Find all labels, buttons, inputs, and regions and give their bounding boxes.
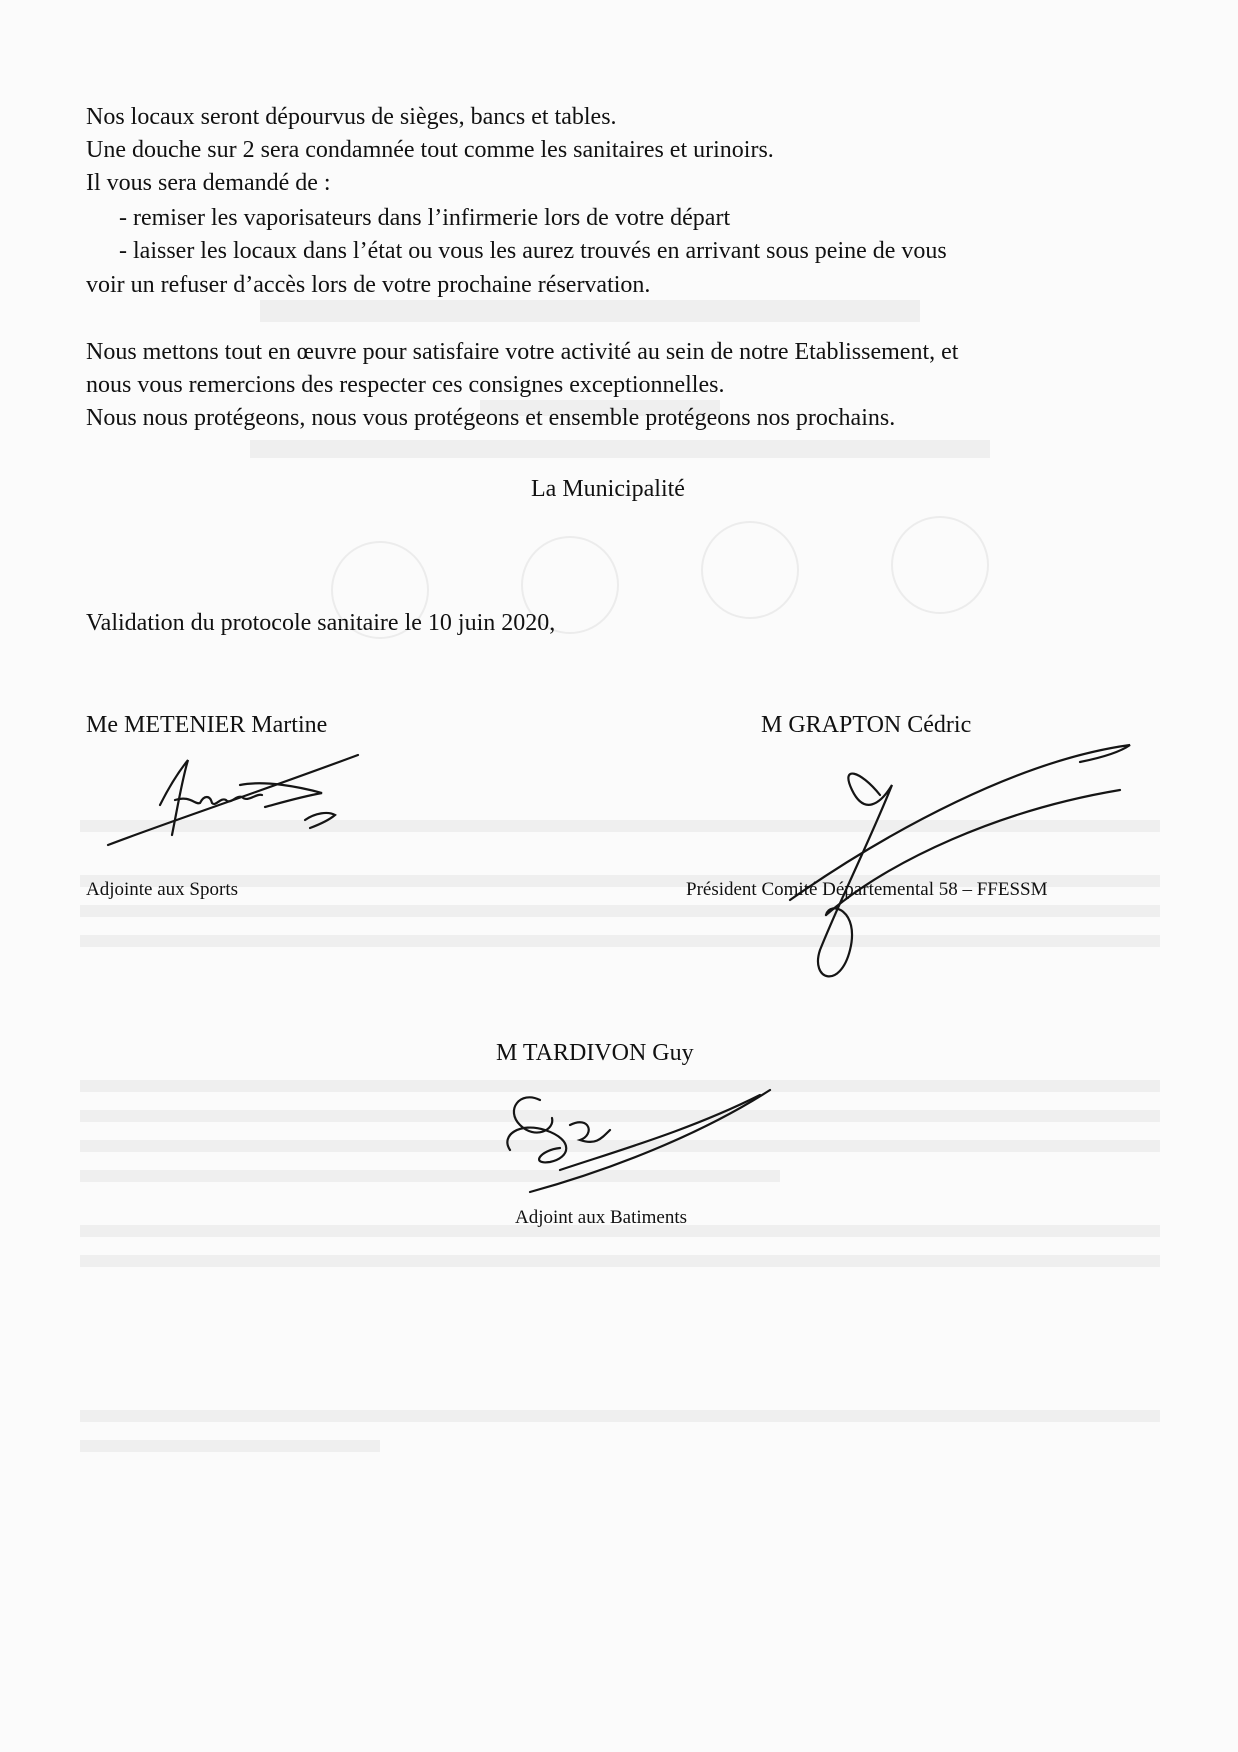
- signatory-center-role: Adjoint aux Batiments: [515, 1207, 688, 1228]
- signature-left: [100, 745, 360, 855]
- closing-line-1: Nous mettons tout en œuvre pour satisfaire votre activité au sein de notre Etablissement, et: [86, 339, 959, 365]
- signatory-right-role: Président Comité Départemental 58 – FFESSM: [686, 879, 1048, 900]
- signature-right: [740, 740, 1140, 1000]
- requirement-continuation: voir un refuser d’accès lors de votre prochaine réservation.: [86, 272, 651, 298]
- signature-center: [500, 1080, 800, 1205]
- author-municipality: La Municipalité: [531, 476, 685, 502]
- bleed-through-shapes: [60, 300, 1180, 1700]
- intro-line-3: Il vous sera demandé de :: [86, 170, 331, 196]
- signatory-left-name: Me METENIER Martine: [86, 712, 328, 738]
- intro-line-2: Une douche sur 2 sera condamnée tout comme les sanitaires et urinoirs.: [86, 137, 774, 163]
- validation-date: Validation du protocole sanitaire le 10 juin 2020,: [86, 610, 556, 636]
- closing-line-3: Nous nous protégeons, nous vous protégeons et ensemble protégeons nos prochains.: [86, 405, 896, 431]
- signatory-right-name: M GRAPTON Cédric: [761, 712, 972, 738]
- intro-line-1: Nos locaux seront dépourvus de sièges, bancs et tables.: [86, 104, 617, 130]
- closing-line-2: nous vous remercions des respecter ces consignes exceptionnelles.: [86, 372, 725, 398]
- requirement-item: - laisser les locaux dans l’état ou vous les aurez trouvés en arrivant sous peine de vous: [119, 238, 947, 264]
- signatory-left-role: Adjointe aux Sports: [86, 879, 238, 900]
- signatory-center-name: M TARDIVON Guy: [496, 1040, 694, 1066]
- requirement-item: - remiser les vaporisateurs dans l’infirmerie lors de votre départ: [119, 205, 731, 231]
